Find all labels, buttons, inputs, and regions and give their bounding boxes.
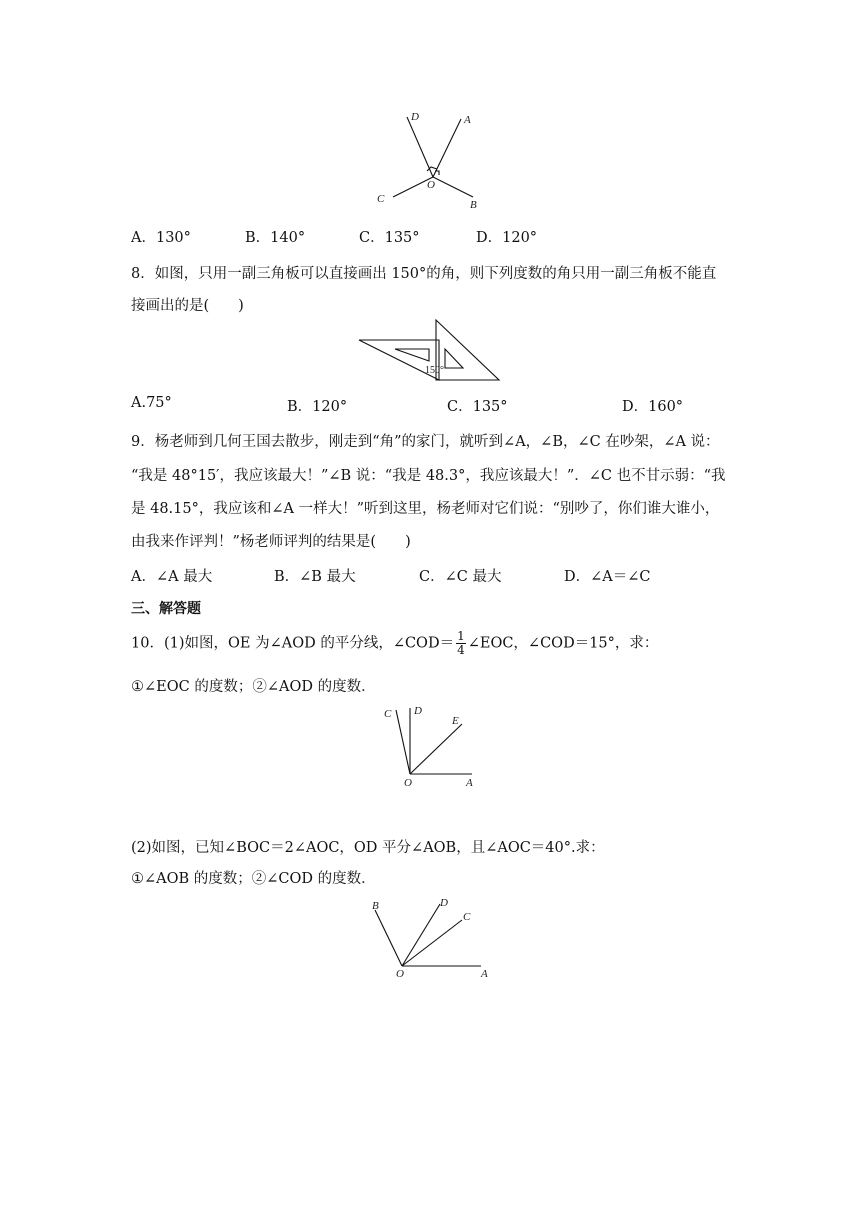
ray-OD <box>402 904 440 966</box>
q10-part1-post: ∠EOC，∠COD＝15°，求： <box>467 635 659 652</box>
q10-part1-pre: 10．(1)如图，OE 为∠AOD 的平分线，∠COD＝ <box>131 635 455 652</box>
q8-option-a: A.75° <box>131 395 172 411</box>
q10-figure-1 <box>378 700 488 795</box>
ray-OB <box>375 910 402 966</box>
label-D: D <box>440 897 448 909</box>
label-150: 150° <box>425 365 444 376</box>
label-D: D <box>414 705 422 717</box>
q8-option-b: B．120° <box>287 399 348 415</box>
ray-OD <box>407 117 433 177</box>
q8-text-line1: 8．如图，只用一副三角板可以直接画出 150°的角，则下列度数的角只用一副三角板不能直 <box>131 266 717 282</box>
q9-text-line3: 是 48.15°，我应该和∠A 一样大！”听到这里，杨老师对它们说：“别吵了，你们谁大谁小， <box>131 501 720 517</box>
label-B: B <box>372 900 379 912</box>
q9-option-a: A．∠A 最大 <box>131 569 213 585</box>
q10-part1-line <box>131 630 658 657</box>
label-A: A <box>481 968 488 980</box>
q10-part2-ask: ①∠AOB 的度数；②∠COD 的度数． <box>131 871 376 887</box>
q7-angle-figure <box>365 105 495 215</box>
label-O: O <box>396 968 404 980</box>
q9-text-line2: “我是 48°15′，我应该最大！”∠B 说：“我是 48.3°，我应该最大！”．∠C 也不甘示弱：“我 <box>131 468 726 484</box>
label-O: O <box>427 179 435 191</box>
q9-option-b: B．∠B 最大 <box>274 569 356 585</box>
q7-option-d: D．120° <box>476 230 538 246</box>
q8-option-d: D．160° <box>622 399 684 415</box>
ray-OB <box>433 177 473 197</box>
fraction-one-quarter <box>456 630 466 657</box>
q9-option-d: D．∠A＝∠C <box>564 569 651 585</box>
q10-part2-line: (2)如图，已知∠BOC＝2∠AOC，OD 平分∠AOB，且∠AOC＝40°.求： <box>131 840 605 856</box>
q7-option-c: C．135° <box>359 230 420 246</box>
ray-OC <box>396 710 410 774</box>
q7-option-b: B．140° <box>245 230 306 246</box>
q9-text-line1: 9．杨老师到几何王国去散步，刚走到“角”的家门，就听到∠A，∠B，∠C 在吵架，∠A 说： <box>131 434 720 450</box>
label-A: A <box>466 777 473 789</box>
fraction-denominator: 4 <box>457 643 465 657</box>
q7-option-a: A．130° <box>131 230 191 246</box>
label-E: E <box>452 715 459 727</box>
label-O: O <box>404 777 412 789</box>
section-title: 三、解答题 <box>131 601 201 617</box>
q8-option-c: C．135° <box>447 399 508 415</box>
label-C: C <box>377 193 385 205</box>
label-D: D <box>411 111 419 123</box>
label-B: B <box>470 199 477 211</box>
q9-option-c: C．∠C 最大 <box>419 569 502 585</box>
label-C: C <box>463 911 471 923</box>
ray-OC <box>402 920 462 966</box>
q10-part1-ask: ①∠EOC 的度数；②∠AOD 的度数． <box>131 679 376 695</box>
triangle-30-60-inner <box>395 349 429 361</box>
q8-triangle-set-figure <box>355 318 505 384</box>
label-A: A <box>464 114 471 126</box>
q8-text-line2: 接画出的是( ) <box>131 298 244 314</box>
triangle-45-inner <box>445 349 463 368</box>
ray-OE <box>410 724 462 774</box>
fraction-numerator: 1 <box>457 629 465 643</box>
q9-text-line4: 由我来作评判！”杨老师评判的结果是( ) <box>131 534 411 550</box>
ray-OA <box>433 119 461 177</box>
label-C: C <box>384 708 392 720</box>
q10-figure-2 <box>365 892 495 987</box>
